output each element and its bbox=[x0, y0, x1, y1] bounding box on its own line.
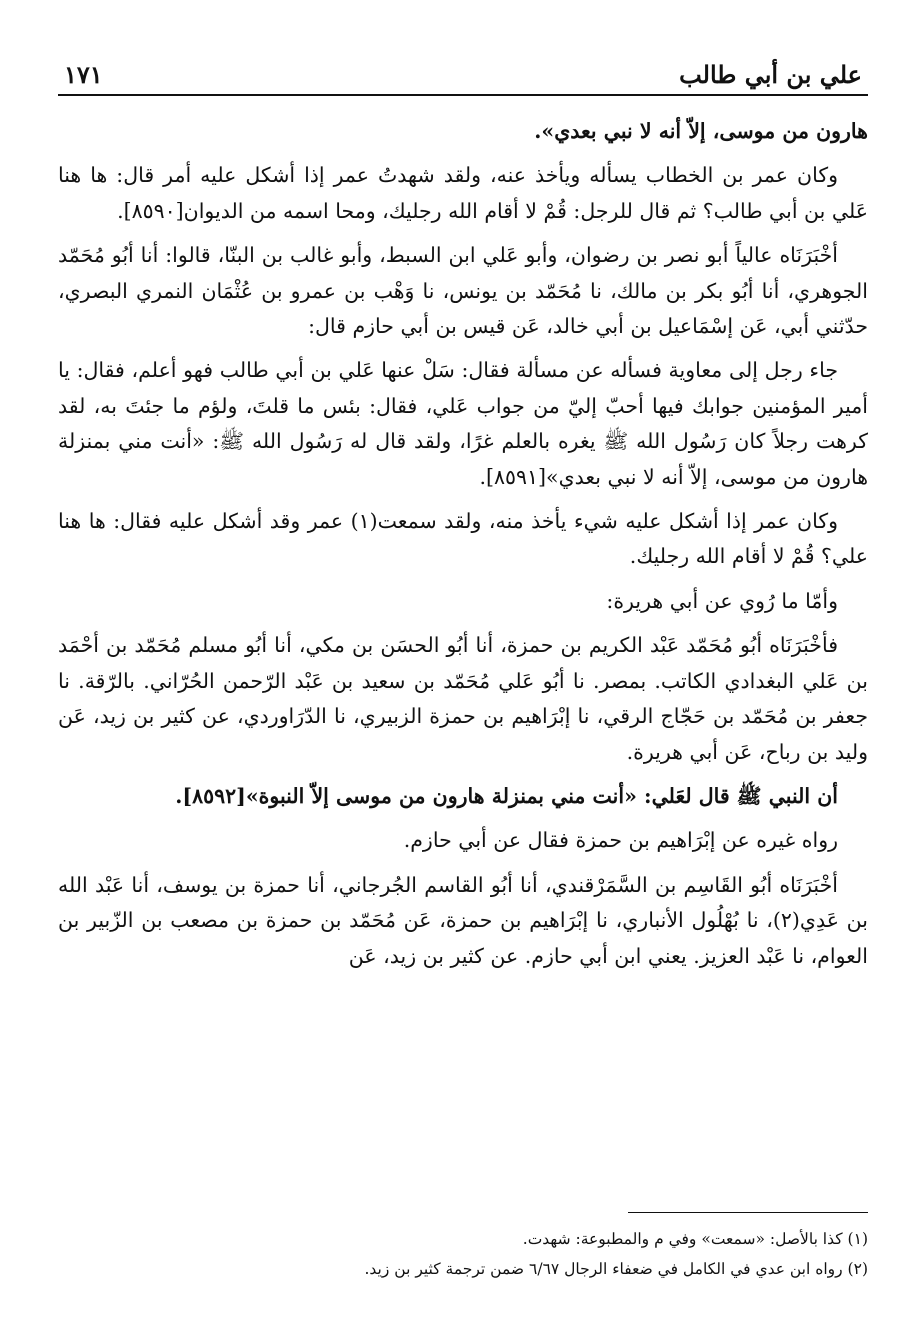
footnotes bbox=[58, 1224, 868, 1284]
paragraph-other-narration: رواه غيره عن إبْرَاهيم بن حمزة فقال عن أبي حازم. bbox=[403, 828, 838, 853]
paragraph-muawiya-question: جاء رجل إلى معاوية فسأله عن مسألة فقال: سَلْ عنها عَلي بن أبي طالب فهو أعلم، فقال: يا أمير المؤمنين جوابك فيها أحبّ إليّ من جواب عَلي، فقال: بئس ما قلتَ، ولؤم ما جئتَ به، لقد كرهت رجلاً كان رَسُول الله ﷺ يغره بالعلم غرًا، ولقد قال له رَسُول الله ﷺ: «أنت مني بمنزلة هارون من موسى، إلاّ أنه لا نبي بعدي»[٨٥٩١]. bbox=[58, 358, 868, 489]
footnote-2: (٢) رواه ابن عدي في الكامل في ضعفاء الرجال ٦/٦٧ ضمن ترجمة كثير بن زيد. bbox=[364, 1260, 868, 1278]
book-page bbox=[58, 52, 868, 1312]
page-number: ١٧١ bbox=[64, 60, 103, 89]
paragraph-abu-hurayra-heading: وأمّا ما رُوي عن أبي هريرة: bbox=[606, 588, 838, 613]
paragraph-prophet-saying: أن النبي ﷺ قال لعَلي: «أنت مني بمنزلة هارون من موسى إلاّ النبوة»[٨٥٩٢]. bbox=[175, 783, 838, 808]
footnote-1: (١) كذا بالأصل: «سمعت» وفي م والمطبوعة: شهدت. bbox=[522, 1230, 868, 1248]
paragraph-umar-asks: وكان عمر إذا أشكل عليه شيء يأخذ منه، ولقد سمعت(١) عمر وقد أشكل عليه فقال: ها هنا علي؟ قُمْ لا أقام الله رجليك. bbox=[58, 509, 868, 569]
paragraph-isnad-ibn-ridwan: أخْبَرَنَاه عالياً أبو نصر بن رضوان، وأبو عَلي ابن السبط، وأبو غالب بن البنّا، قالوا: أنا أبُو مُحَمّد الجوهري، أنا أبُو بكر بن مالك، نا مُحَمّد بن يونس، نا وَهْب بن عمرو بن عُثْمَان النمري البصري، حدّثني أبي، عَن إسْمَاعيل بن أبي خالد، عَن قيس بن أبي حازم قال: bbox=[58, 243, 868, 339]
footnote-separator bbox=[628, 1212, 868, 1213]
paragraph-isnad-abd-al-karim: فأخْبَرَنَاه أبُو مُحَمّد عَبْد الكريم بن حمزة، أنا أبُو الحسَن بن مكي، أنا أبُو مسلم مُحَمّد بن أحْمَد بن عَلي البغدادي الكاتب. بمصر. نا أبُو عَلي مُحَمّد بن سعيد بن عَبْد الرّحمن الحُرّاني. بالرّقة. نا جعفر بن مُحَمّد بن حَجّاج الرقي، نا إبْرَاهيم بن حمزة الزبيري، نا الدّرَاوردي، عن كثير بن زيد، عَن وليد بن رباح، عَن أبي هريرة. bbox=[58, 633, 868, 764]
paragraph-hadith-ending: هارون من موسى، إلاّ أنه لا نبي بعدي». bbox=[534, 119, 868, 143]
running-head bbox=[58, 52, 868, 96]
paragraph-umar-consults: وكان عمر بن الخطاب يسأله ويأخذ عنه، ولقد شهدتُ عمر إذا أشكل عليه أمر قال: ها هنا عَلي بن أبي طالب؟ ثم قال للرجل: قُمْ لا أقام الله رجليك، ومحا اسمه من الديوان[٨٥٩٠]. bbox=[58, 163, 868, 223]
running-title: علي بن أبي طالب bbox=[679, 60, 862, 89]
paragraph-isnad-samarqandi: أخْبَرَنَاه أبُو القَاسِم بن السَّمَرْقندي، أنا أبُو القاسم الجُرجاني، أنا حمزة بن يوسف، أنا عَبْد الله بن عَدِي(٢)، نا بُهْلُول الأنباري، نا إبْرَاهيم بن حمزة، عَن مُحَمّد بن حمزة بن مصعب بن الزّبير بن العوام، نا عَبْد العزيز. يعني ابن أبي حازم. عن كثير بن زيد، عَن bbox=[58, 872, 868, 968]
main-text bbox=[58, 114, 868, 974]
